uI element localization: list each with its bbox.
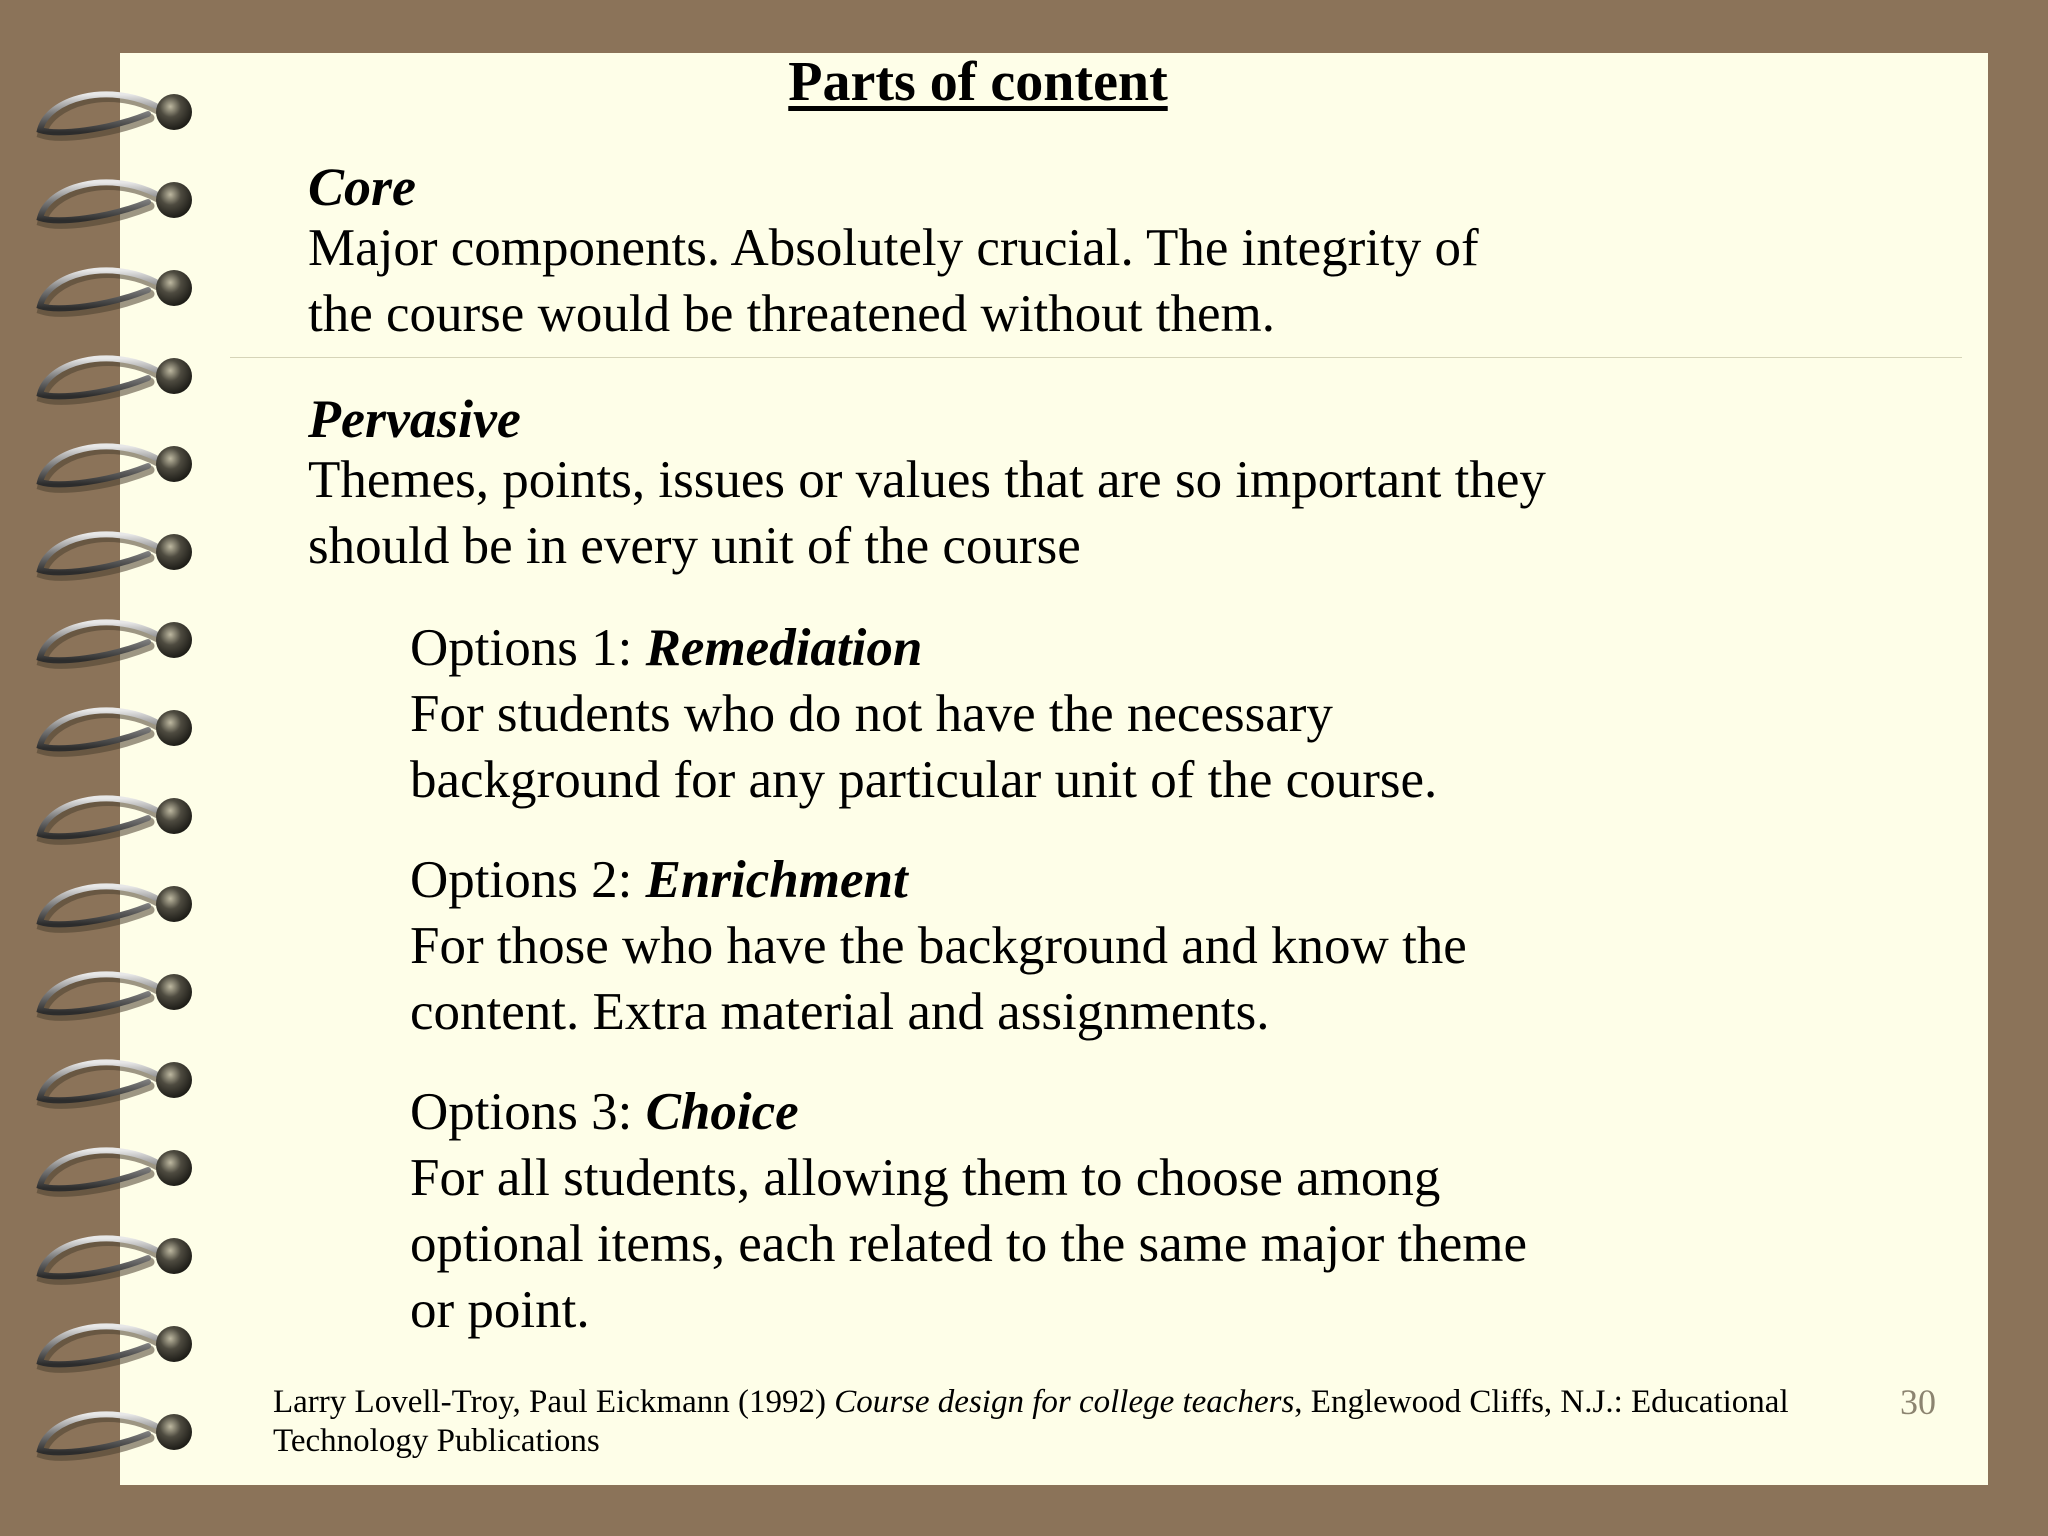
spiral-ring-icon bbox=[40, 534, 192, 576]
option-3-line-2: optional items, each related to the same major theme bbox=[410, 1215, 1528, 1273]
citation-book-title: Course design for college teachers bbox=[834, 1384, 1295, 1420]
spiral-ring-icon bbox=[40, 886, 192, 928]
pervasive-line-1: Themes, points, issues or values that are so important they bbox=[308, 451, 1546, 509]
option-2-label: Options 2: Enrichment bbox=[410, 851, 908, 909]
option-1-label: Options 1: Remediation bbox=[410, 619, 923, 677]
spiral-ring-icon bbox=[40, 798, 192, 840]
spiral-ring-icon bbox=[40, 974, 192, 1016]
pervasive-line-2: should be in every unit of the course bbox=[308, 517, 1081, 575]
spiral-binding-icon bbox=[0, 0, 220, 1536]
pervasive-heading: Pervasive bbox=[308, 389, 521, 449]
spiral-ring-icon bbox=[40, 1414, 192, 1456]
spiral-ring-icon bbox=[40, 1150, 192, 1192]
option-3-name: Choice bbox=[645, 1083, 799, 1141]
option-3-line-1: For all students, allowing them to choose among bbox=[410, 1149, 1441, 1207]
spiral-ring-icon bbox=[40, 270, 192, 312]
option-2-line-2: content. Extra material and assignments. bbox=[410, 983, 1270, 1041]
option-1-line-2: background for any particular unit of the course. bbox=[410, 751, 1438, 809]
page-number: 30 bbox=[1900, 1382, 1936, 1422]
spiral-ring-icon bbox=[40, 446, 192, 488]
citation: Larry Lovell-Troy, Paul Eickmann (1992) Course design for college teachers, Englewood Cliffs, N.J.: Educational Technology Publications bbox=[273, 1384, 1789, 1459]
spiral-ring-icon bbox=[40, 710, 192, 752]
slide-title: Parts of content bbox=[788, 51, 1168, 113]
spiral-ring-icon bbox=[40, 1062, 192, 1104]
spiral-ring-icon bbox=[40, 358, 192, 400]
option-1-line-1: For students who do not have the necessary bbox=[410, 685, 1333, 743]
option-2-name: Enrichment bbox=[645, 851, 908, 909]
option-3-label: Options 3: Choice bbox=[410, 1083, 799, 1141]
option-1-name: Remediation bbox=[645, 619, 923, 677]
spiral-ring-icon bbox=[40, 182, 192, 224]
core-line-1: Major components. Absolutely crucial. The integrity of bbox=[308, 219, 1479, 277]
core-heading: Core bbox=[308, 157, 416, 217]
spiral-ring-icon bbox=[40, 622, 192, 664]
spiral-ring-icon bbox=[40, 1326, 192, 1368]
divider-line bbox=[230, 357, 1962, 358]
spiral-ring-icon bbox=[40, 1238, 192, 1280]
option-2-line-1: For those who have the background and know the bbox=[410, 917, 1467, 975]
option-3-line-3: or point. bbox=[410, 1281, 590, 1339]
core-line-2: the course would be threatened without them. bbox=[308, 285, 1275, 343]
